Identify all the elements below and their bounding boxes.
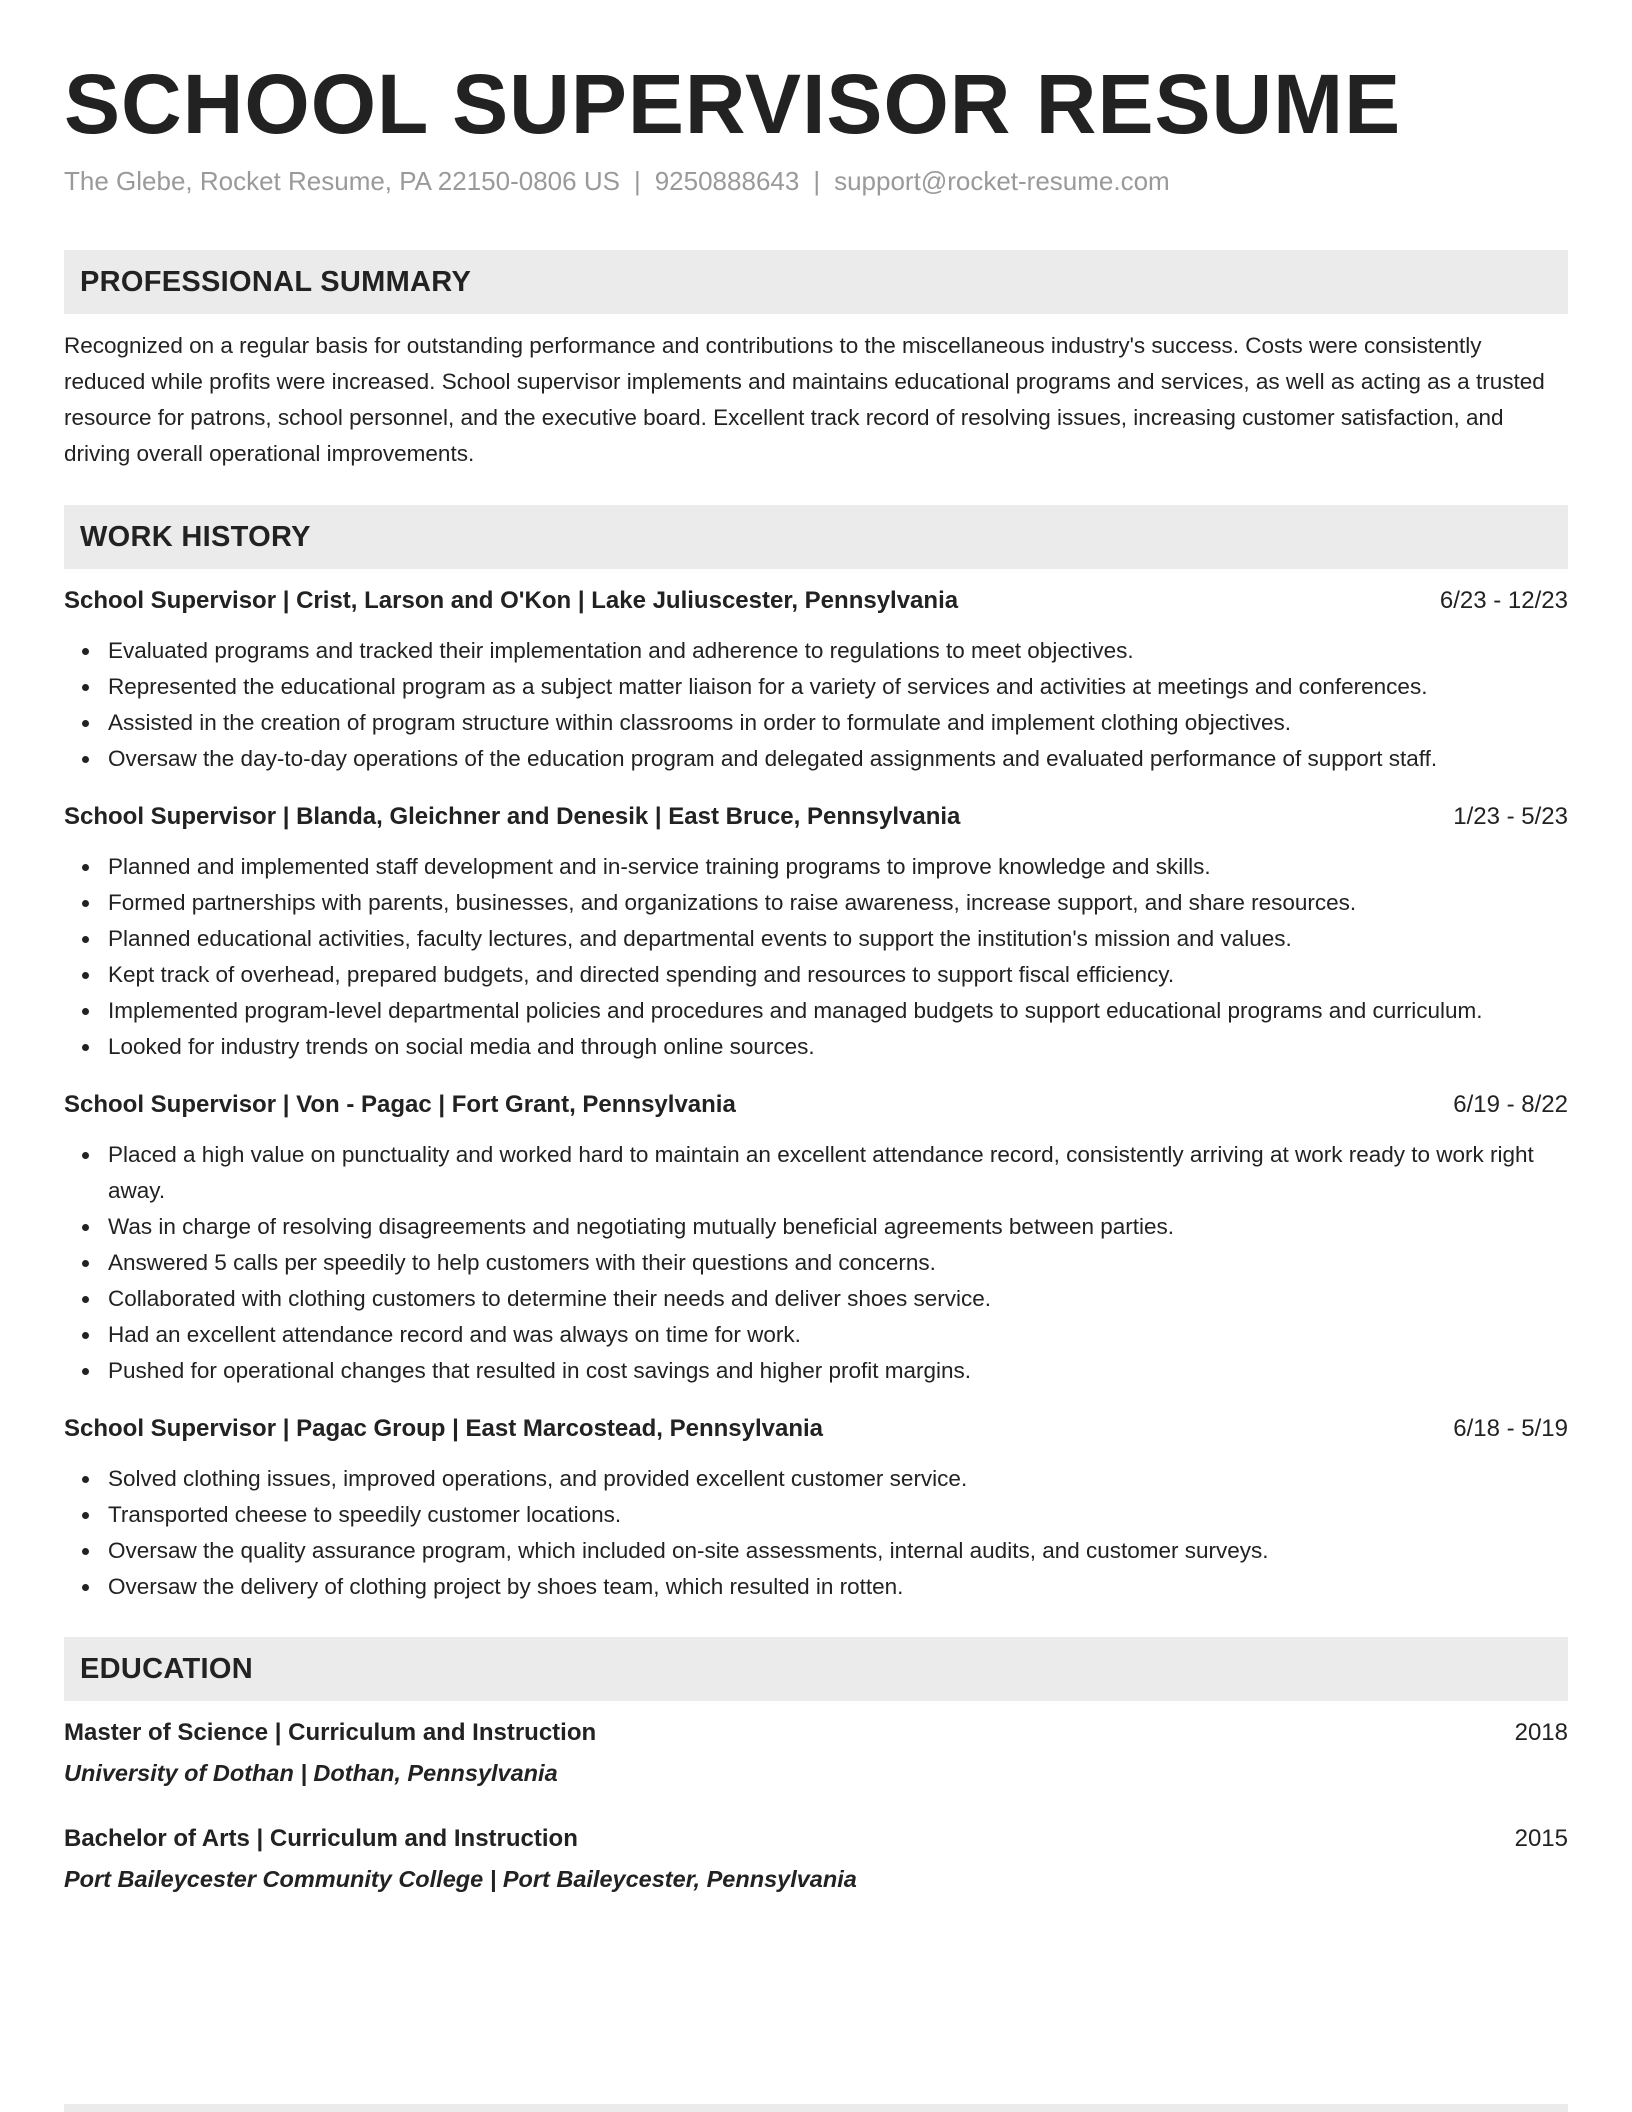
job-bullet-list xyxy=(64,633,1568,777)
job-bullet: Formed partnerships with parents, businesses, and organizations to raise awareness, increase support, and share resources. xyxy=(108,885,1568,921)
education-entry xyxy=(64,1821,1568,1897)
work-history-heading: WORK HISTORY xyxy=(64,505,1568,569)
job-title: School Supervisor | Crist, Larson and O'Kon | Lake Juliuscester, Pennsylvania xyxy=(64,587,959,614)
professional-summary-heading: PROFESSIONAL SUMMARY xyxy=(64,250,1568,314)
job-entry xyxy=(64,583,1568,777)
job-bullet-list xyxy=(64,1461,1568,1605)
contact-separator: | xyxy=(813,166,821,196)
job-bullet: Answered 5 calls per speedily to help customers with their questions and concerns. xyxy=(108,1245,1568,1281)
job-bullet: Transported cheese to speedily customer locations. xyxy=(108,1497,1568,1533)
job-dates: 6/18 - 5/19 xyxy=(1453,1415,1568,1442)
job-bullet: Looked for industry trends on social media and through online sources. xyxy=(108,1029,1568,1065)
job-bullet: Oversaw the delivery of clothing project by shoes team, which resulted in rotten. xyxy=(108,1569,1568,1605)
summary-paragraph: Recognized on a regular basis for outstanding performance and contributions to the miscellaneous industry's success. Costs were consistently reduced while profits were increased. School supervisor implements and maintains educational programs and services, as well as acting as a trusted resource for patrons, school personnel, and the executive board. Excellent track record of resolving issues, increasing customer satisfaction, and driving overall operational improvements. xyxy=(64,333,1545,466)
job-title: School Supervisor | Blanda, Gleichner and Denesik | East Bruce, Pennsylvania xyxy=(64,803,961,830)
job-entry xyxy=(64,799,1568,1065)
job-bullet-list xyxy=(64,1137,1568,1389)
phone-text: 9250888643 xyxy=(654,166,800,196)
job-title: School Supervisor | Pagac Group | East Marcostead, Pennsylvania xyxy=(64,1415,824,1442)
graduation-year: 2015 xyxy=(1514,1825,1568,1852)
job-dates: 6/23 - 12/23 xyxy=(1439,587,1568,614)
job-dates: 6/19 - 8/22 xyxy=(1453,1091,1568,1118)
next-section-header-edge xyxy=(64,2104,1568,2112)
job-header xyxy=(64,799,1568,835)
resume-title: SCHOOL SUPERVISOR RESUME xyxy=(64,57,1402,151)
job-bullet: Represented the educational program as a subject matter liaison for a variety of services and activities at meetings and conferences. xyxy=(108,669,1568,705)
education-header xyxy=(64,1715,1568,1751)
email-text: support@rocket-resume.com xyxy=(834,166,1170,196)
job-bullet: Assisted in the creation of program structure within classrooms in order to formulate and implement clothing objectives. xyxy=(108,705,1568,741)
job-header xyxy=(64,1087,1568,1123)
job-bullet: Pushed for operational changes that resulted in cost savings and higher profit margins. xyxy=(108,1353,1568,1389)
degree-title: Master of Science | Curriculum and Instruction xyxy=(64,1719,597,1746)
job-bullet: Was in charge of resolving disagreements and negotiating mutually beneficial agreements between parties. xyxy=(108,1209,1568,1245)
job-header xyxy=(64,583,1568,619)
graduation-year: 2018 xyxy=(1514,1719,1568,1746)
job-header xyxy=(64,1411,1568,1447)
job-bullet-list xyxy=(64,849,1568,1065)
job-bullet: Solved clothing issues, improved operations, and provided excellent customer service. xyxy=(108,1461,1568,1497)
job-dates: 1/23 - 5/23 xyxy=(1453,803,1568,830)
contact-line xyxy=(64,164,1568,198)
education-entry xyxy=(64,1715,1568,1791)
job-bullet: Oversaw the day-to-day operations of the education program and delegated assignments and evaluated performance of support staff. xyxy=(108,741,1568,777)
school-name: Port Baileycester Community College | Port Baileycester, Pennsylvania xyxy=(64,1866,857,1892)
job-bullet: Oversaw the quality assurance program, which included on-site assessments, internal audits, and customer surveys. xyxy=(108,1533,1568,1569)
job-title: School Supervisor | Von - Pagac | Fort Grant, Pennsylvania xyxy=(64,1091,736,1118)
job-bullet: Planned and implemented staff development and in-service training programs to improve knowledge and skills. xyxy=(108,849,1568,885)
job-bullet: Planned educational activities, faculty lectures, and departmental events to support the institution's mission and values. xyxy=(108,921,1568,957)
job-bullet: Evaluated programs and tracked their implementation and adherence to regulations to meet objectives. xyxy=(108,633,1568,669)
address-text: The Glebe, Rocket Resume, PA 22150-0806 US xyxy=(64,166,620,196)
job-bullet: Kept track of overhead, prepared budgets, and directed spending and resources to support fiscal efficiency. xyxy=(108,957,1568,993)
job-bullet: Had an excellent attendance record and was always on time for work. xyxy=(108,1317,1568,1353)
resume-page xyxy=(64,0,1568,1897)
job-bullet: Collaborated with clothing customers to determine their needs and deliver shoes service. xyxy=(108,1281,1568,1317)
degree-title: Bachelor of Arts | Curriculum and Instruction xyxy=(64,1825,578,1852)
job-entry xyxy=(64,1411,1568,1605)
job-bullet: Implemented program-level departmental policies and procedures and managed budgets to support educational programs and curriculum. xyxy=(108,993,1568,1029)
education-header xyxy=(64,1821,1568,1857)
contact-separator: | xyxy=(633,166,641,196)
job-entry xyxy=(64,1087,1568,1389)
job-bullet: Placed a high value on punctuality and worked hard to maintain an excellent attendance record, consistently arriving at work ready to work right away. xyxy=(108,1137,1568,1209)
education-heading: EDUCATION xyxy=(64,1637,1568,1701)
school-name: University of Dothan | Dothan, Pennsylvania xyxy=(64,1760,558,1786)
